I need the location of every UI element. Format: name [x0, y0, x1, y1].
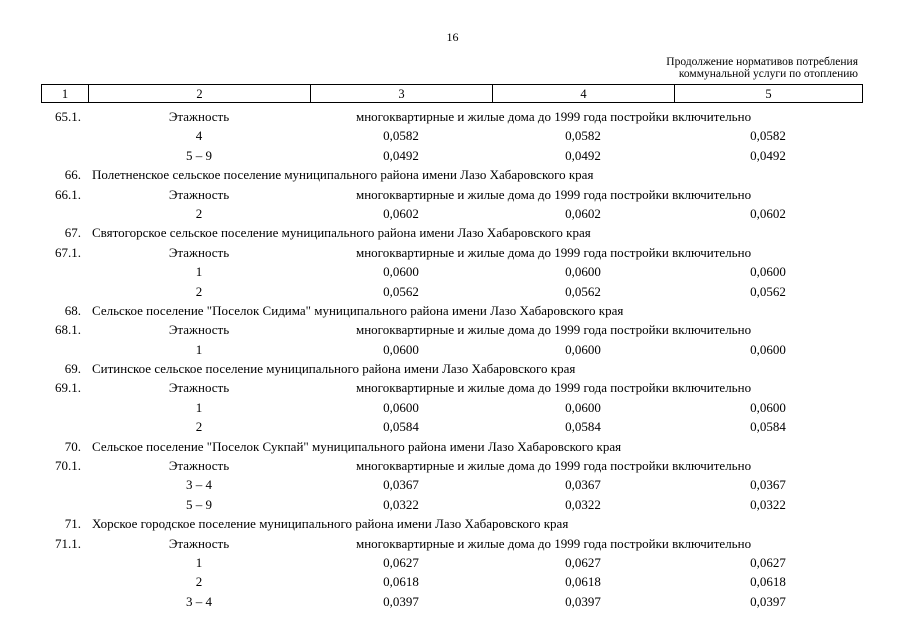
settlement-title: Сельское поселение "Поселок Сукпай" муниципального района имени Лазо Хабаровского края	[92, 438, 622, 454]
row-description: многоквартирные и жилые дома до 1999 года постройки включительно	[356, 109, 752, 124]
table-row-sub	[0, 378, 905, 397]
value-col-4: 0,0492	[565, 147, 601, 163]
value-col-3: 0,0582	[383, 128, 419, 144]
row-description: многоквартирные и жилые дома до 1999 года постройки включительно	[356, 380, 752, 396]
table-row-sub	[0, 456, 905, 475]
floor-count: 1	[195, 554, 203, 570]
value-col-3: 0,0627	[383, 554, 419, 570]
value-col-4: 0,0600	[565, 341, 601, 357]
value-col-5: 0,0627	[750, 554, 786, 570]
settlement-title: Полетненское сельское поселение муниципального района имени Лазо Хабаровского края	[92, 167, 594, 183]
row-label: Этажность	[168, 109, 230, 124]
value-col-4: 0,0618	[565, 574, 601, 590]
value-col-4: 0,0600	[565, 264, 601, 280]
row-number: 67.1.	[55, 244, 81, 260]
table-row-val	[0, 146, 905, 165]
floor-count: 2	[195, 205, 203, 221]
value-col-5: 0,0600	[750, 399, 786, 415]
value-col-4: 0,0600	[565, 399, 601, 415]
table-row-title	[0, 514, 905, 533]
value-col-3: 0,0600	[383, 341, 419, 357]
value-col-5: 0,0618	[750, 574, 786, 590]
value-col-4: 0,0584	[565, 419, 601, 435]
table-row-val	[0, 475, 905, 494]
value-col-5: 0,0367	[750, 477, 786, 493]
value-col-3: 0,0600	[383, 399, 419, 415]
row-label: Этажность	[168, 380, 230, 396]
value-col-3: 0,0562	[383, 283, 419, 299]
row-description: многоквартирные и жилые дома до 1999 года постройки включительно	[356, 244, 752, 260]
column-header-table	[41, 84, 863, 103]
row-description: многоквартирные и жилые дома до 1999 года постройки включительно	[356, 535, 752, 551]
row-label: Этажность	[168, 186, 230, 202]
settlement-title: Сельское поселение "Поселок Сидима" муниципального района имени Лазо Хабаровского края	[92, 302, 624, 318]
table-row-val	[0, 282, 905, 301]
row-label: Этажность	[168, 244, 230, 260]
value-col-5: 0,0397	[750, 593, 786, 609]
floor-count: 5 – 9	[186, 147, 212, 163]
value-col-3: 0,0618	[383, 574, 419, 590]
floor-count: 3 – 4	[186, 593, 212, 609]
continuation-note	[666, 56, 858, 80]
value-col-5: 0,0322	[750, 496, 786, 512]
table-row-title	[0, 223, 905, 242]
table-row-sub	[0, 107, 905, 126]
floor-count: 5 – 9	[186, 496, 212, 512]
row-number: 71.1.	[55, 535, 81, 551]
row-number: 70.1.	[55, 458, 81, 474]
value-col-5: 0,0582	[750, 128, 786, 144]
table-row-sub	[0, 243, 905, 262]
table-row-val	[0, 262, 905, 281]
row-number: 71.	[64, 516, 81, 532]
table-row-sub	[0, 320, 905, 339]
table-row-val	[0, 417, 905, 436]
column-header-5: 5	[675, 85, 863, 103]
value-col-4: 0,0367	[565, 477, 601, 493]
floor-count: 2	[195, 419, 203, 435]
page-number: 16	[446, 30, 459, 44]
table-body	[0, 107, 905, 611]
floor-count: 1	[195, 399, 203, 415]
row-number: 70.	[64, 438, 81, 454]
continuation-line-2: коммунальной услуги по отоплению	[678, 68, 858, 80]
value-col-5: 0,0602	[750, 205, 786, 221]
value-col-3: 0,0584	[383, 419, 419, 435]
value-col-4: 0,0397	[565, 593, 601, 609]
table-row-sub	[0, 185, 905, 204]
value-col-3: 0,0492	[383, 147, 419, 163]
table-row-title	[0, 165, 905, 184]
floor-count: 3 – 4	[186, 477, 212, 493]
table-row-val	[0, 553, 905, 572]
table-row-title	[0, 359, 905, 378]
row-label: Этажность	[168, 322, 230, 338]
column-header-row	[42, 85, 863, 103]
value-col-5: 0,0600	[750, 264, 786, 280]
settlement-title: Хорское городское поселение муниципального района имени Лазо Хабаровского края	[92, 516, 569, 532]
settlement-title: Ситинское сельское поселение муниципального района имени Лазо Хабаровского края	[92, 361, 576, 377]
floor-count: 2	[195, 283, 203, 299]
table-row-val	[0, 398, 905, 417]
value-col-4: 0,0627	[565, 554, 601, 570]
row-number: 66.1.	[55, 186, 81, 202]
row-description: многоквартирные и жилые дома до 1999 года постройки включительно	[356, 458, 752, 474]
row-label: Этажность	[168, 535, 230, 551]
table-row-val	[0, 340, 905, 359]
value-col-5: 0,0584	[750, 419, 786, 435]
value-col-3: 0,0602	[383, 205, 419, 221]
row-label: Этажность	[168, 458, 230, 474]
value-col-3: 0,0322	[383, 496, 419, 512]
table-row-title	[0, 301, 905, 320]
floor-count: 4	[195, 128, 203, 144]
value-col-5: 0,0562	[750, 283, 786, 299]
table-row-val	[0, 572, 905, 591]
table-row-val	[0, 126, 905, 145]
column-header-3: 3	[311, 85, 493, 103]
row-description: многоквартирные и жилые дома до 1999 года постройки включительно	[356, 186, 752, 202]
floor-count: 1	[195, 264, 203, 280]
column-header-1: 1	[42, 85, 89, 103]
row-number: 65.1.	[55, 109, 81, 124]
value-col-5: 0,0492	[750, 147, 786, 163]
value-col-4: 0,0602	[565, 205, 601, 221]
floor-count: 1	[195, 341, 203, 357]
value-col-5: 0,0600	[750, 341, 786, 357]
column-header-4: 4	[493, 85, 675, 103]
table-row-val	[0, 495, 905, 514]
row-number: 69.	[64, 361, 81, 377]
row-number: 68.1.	[55, 322, 81, 338]
value-col-4: 0,0562	[565, 283, 601, 299]
table-row-title	[0, 437, 905, 456]
continuation-line-1: Продолжение нормативов потребления	[666, 56, 858, 68]
value-col-3: 0,0397	[383, 593, 419, 609]
row-number: 68.	[64, 302, 81, 318]
column-header-2: 2	[89, 85, 311, 103]
value-col-3: 0,0600	[383, 264, 419, 280]
table-row-val	[0, 592, 905, 611]
value-col-3: 0,0367	[383, 477, 419, 493]
floor-count: 2	[195, 574, 203, 590]
row-number: 67.	[64, 225, 81, 241]
row-description: многоквартирные и жилые дома до 1999 года постройки включительно	[356, 322, 752, 338]
table-row-val	[0, 204, 905, 223]
value-col-4: 0,0322	[565, 496, 601, 512]
row-number: 66.	[64, 167, 81, 183]
value-col-4: 0,0582	[565, 128, 601, 144]
row-number: 69.1.	[55, 380, 81, 396]
settlement-title: Святогорское сельское поселение муниципального района имени Лазо Хабаровского края	[92, 225, 591, 241]
table-row-sub	[0, 534, 905, 553]
